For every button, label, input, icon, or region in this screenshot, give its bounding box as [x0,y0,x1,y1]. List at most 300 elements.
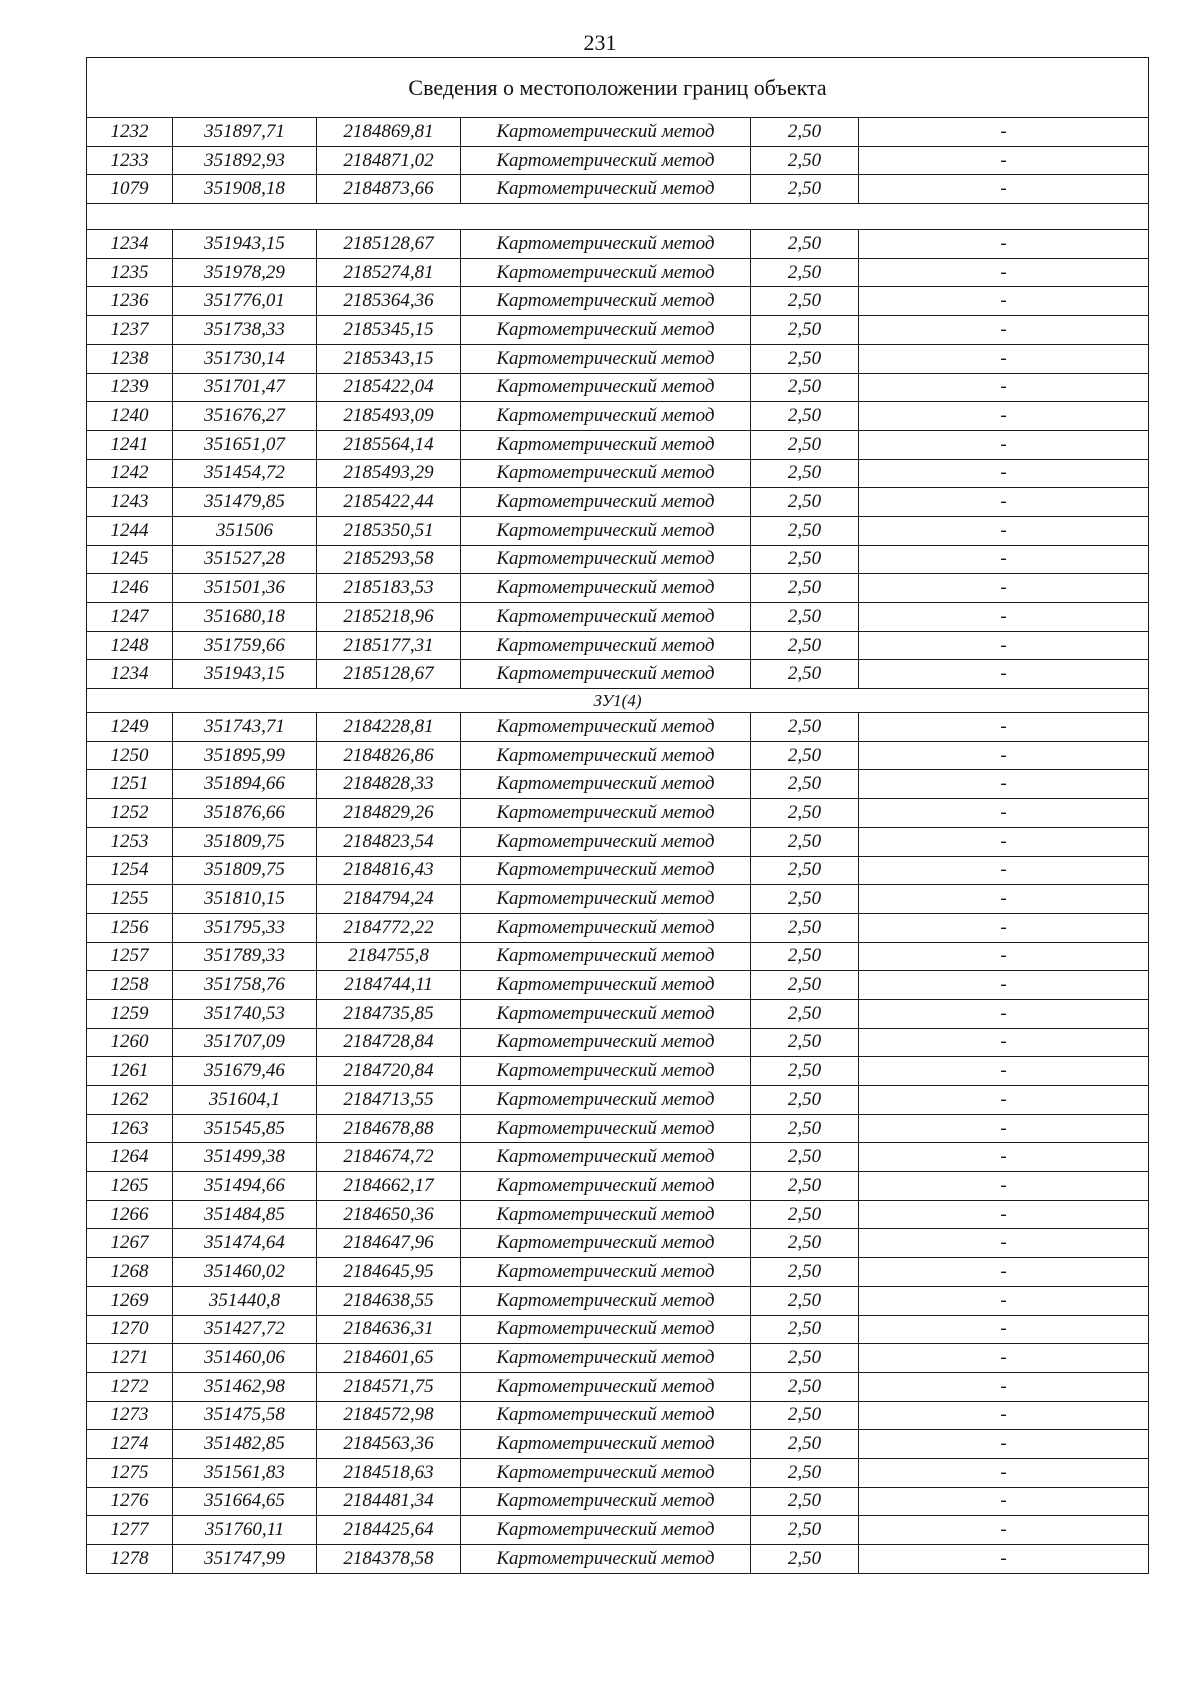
point-number-cell: 1268 [87,1258,173,1287]
table-row [87,1516,1149,1545]
description-cell: - [859,999,1149,1028]
accuracy-cell: 2,50 [751,516,859,545]
y-coordinate-cell: 2184823,54 [317,827,461,856]
y-coordinate-cell: 2184735,85 [317,999,461,1028]
x-coordinate-cell: 351604,1 [173,1086,317,1115]
accuracy-cell: 2,50 [751,827,859,856]
description-cell: - [859,1114,1149,1143]
description-cell: - [859,1286,1149,1315]
method-cell: Картометрический метод [461,1057,751,1086]
x-coordinate-cell: 351427,72 [173,1315,317,1344]
table-row [87,631,1149,660]
x-coordinate-cell: 351701,47 [173,373,317,402]
accuracy-cell: 2,50 [751,1258,859,1287]
point-number-cell: 1269 [87,1286,173,1315]
description-cell: - [859,1315,1149,1344]
accuracy-cell: 2,50 [751,942,859,971]
x-coordinate-cell: 351758,76 [173,971,317,1000]
y-coordinate-cell: 2184755,8 [317,942,461,971]
method-cell: Картометрический метод [461,1143,751,1172]
table-row [87,402,1149,431]
method-cell: Картометрический метод [461,1315,751,1344]
table-row [87,230,1149,259]
accuracy-cell: 2,50 [751,373,859,402]
accuracy-cell: 2,50 [751,574,859,603]
x-coordinate-cell: 351809,75 [173,827,317,856]
y-coordinate-cell: 2184601,65 [317,1344,461,1373]
method-cell: Картометрический метод [461,770,751,799]
x-coordinate-cell: 351440,8 [173,1286,317,1315]
description-cell: - [859,118,1149,147]
x-coordinate-cell: 351759,66 [173,631,317,660]
y-coordinate-cell: 2184518,63 [317,1458,461,1487]
section-label: ЗУ1(4) [87,689,1149,713]
method-cell: Картометрический метод [461,1086,751,1115]
x-coordinate-cell: 351943,15 [173,230,317,259]
y-coordinate-cell: 2184828,33 [317,770,461,799]
method-cell: Картометрический метод [461,1028,751,1057]
x-coordinate-cell: 351897,71 [173,118,317,147]
table-row [87,146,1149,175]
y-coordinate-cell: 2184678,88 [317,1114,461,1143]
point-number-cell: 1260 [87,1028,173,1057]
table-row [87,827,1149,856]
method-cell: Картометрический метод [461,1229,751,1258]
method-cell: Картометрический метод [461,1516,751,1545]
x-coordinate-cell: 351795,33 [173,913,317,942]
y-coordinate-cell: 2184638,55 [317,1286,461,1315]
description-cell: - [859,1516,1149,1545]
x-coordinate-cell: 351707,09 [173,1028,317,1057]
x-coordinate-cell: 351676,27 [173,402,317,431]
accuracy-cell: 2,50 [751,999,859,1028]
description-cell: - [859,631,1149,660]
table-row [87,1458,1149,1487]
x-coordinate-cell: 351651,07 [173,430,317,459]
method-cell: Картометрический метод [461,1372,751,1401]
point-number-cell: 1266 [87,1200,173,1229]
description-cell: - [859,230,1149,259]
y-coordinate-cell: 2184869,81 [317,118,461,147]
description-cell: - [859,770,1149,799]
description-cell: - [859,971,1149,1000]
table-row [87,1430,1149,1459]
x-coordinate-cell: 351740,53 [173,999,317,1028]
point-number-cell: 1242 [87,459,173,488]
method-cell: Картометрический метод [461,459,751,488]
y-coordinate-cell: 2184571,75 [317,1372,461,1401]
accuracy-cell: 2,50 [751,175,859,204]
method-cell: Картометрический метод [461,999,751,1028]
y-coordinate-cell: 2185343,15 [317,344,461,373]
section-separator-row [87,689,1149,713]
description-cell: - [859,603,1149,632]
accuracy-cell: 2,50 [751,1086,859,1115]
point-number-cell: 1240 [87,402,173,431]
y-coordinate-cell: 2185274,81 [317,258,461,287]
point-number-cell: 1275 [87,1458,173,1487]
accuracy-cell: 2,50 [751,1487,859,1516]
method-cell: Картометрический метод [461,942,751,971]
x-coordinate-cell: 351908,18 [173,175,317,204]
method-cell: Картометрический метод [461,799,751,828]
y-coordinate-cell: 2184636,31 [317,1315,461,1344]
table-row [87,1229,1149,1258]
method-cell: Картометрический метод [461,545,751,574]
accuracy-cell: 2,50 [751,741,859,770]
point-number-cell: 1238 [87,344,173,373]
description-cell: - [859,1430,1149,1459]
table-row [87,1315,1149,1344]
x-coordinate-cell: 351892,93 [173,146,317,175]
accuracy-cell: 2,50 [751,459,859,488]
point-number-cell: 1262 [87,1086,173,1115]
accuracy-cell: 2,50 [751,770,859,799]
x-coordinate-cell: 351810,15 [173,885,317,914]
x-coordinate-cell: 351809,75 [173,856,317,885]
point-number-cell: 1254 [87,856,173,885]
description-cell: - [859,1401,1149,1430]
method-cell: Картометрический метод [461,402,751,431]
y-coordinate-cell: 2185564,14 [317,430,461,459]
description-cell: - [859,1487,1149,1516]
description-cell: - [859,799,1149,828]
y-coordinate-cell: 2185493,09 [317,402,461,431]
y-coordinate-cell: 2185218,96 [317,603,461,632]
accuracy-cell: 2,50 [751,603,859,632]
accuracy-cell: 2,50 [751,1057,859,1086]
accuracy-cell: 2,50 [751,287,859,316]
point-number-cell: 1250 [87,741,173,770]
x-coordinate-cell: 351680,18 [173,603,317,632]
table-row [87,574,1149,603]
table-row [87,1057,1149,1086]
point-number-cell: 1252 [87,799,173,828]
accuracy-cell: 2,50 [751,971,859,1000]
accuracy-cell: 2,50 [751,146,859,175]
accuracy-cell: 2,50 [751,631,859,660]
table-row [87,799,1149,828]
x-coordinate-cell: 351506 [173,516,317,545]
y-coordinate-cell: 2185345,15 [317,316,461,345]
x-coordinate-cell: 351484,85 [173,1200,317,1229]
accuracy-cell: 2,50 [751,316,859,345]
accuracy-cell: 2,50 [751,1229,859,1258]
point-number-cell: 1253 [87,827,173,856]
point-number-cell: 1278 [87,1545,173,1574]
description-cell: - [859,287,1149,316]
method-cell: Картометрический метод [461,344,751,373]
page-number: 231 [583,30,617,55]
table-body [87,58,1149,1574]
x-coordinate-cell: 351460,06 [173,1344,317,1373]
table-row [87,999,1149,1028]
x-coordinate-cell: 351876,66 [173,799,317,828]
table-row [87,488,1149,517]
y-coordinate-cell: 2184873,66 [317,175,461,204]
point-number-cell: 1276 [87,1487,173,1516]
x-coordinate-cell: 351738,33 [173,316,317,345]
method-cell: Картометрический метод [461,827,751,856]
table-row [87,1545,1149,1574]
x-coordinate-cell: 351460,02 [173,1258,317,1287]
accuracy-cell: 2,50 [751,1143,859,1172]
x-coordinate-cell: 351482,85 [173,1430,317,1459]
table-row [87,516,1149,545]
y-coordinate-cell: 2184744,11 [317,971,461,1000]
x-coordinate-cell: 351747,99 [173,1545,317,1574]
accuracy-cell: 2,50 [751,118,859,147]
boundary-coordinates-table [86,57,1149,1574]
table-row [87,603,1149,632]
point-number-cell: 1236 [87,287,173,316]
description-cell: - [859,856,1149,885]
table-row [87,856,1149,885]
point-number-cell: 1233 [87,146,173,175]
x-coordinate-cell: 351679,46 [173,1057,317,1086]
point-number-cell: 1272 [87,1372,173,1401]
accuracy-cell: 2,50 [751,1430,859,1459]
y-coordinate-cell: 2184772,22 [317,913,461,942]
description-cell: - [859,459,1149,488]
table-row [87,1028,1149,1057]
point-number-cell: 1249 [87,713,173,742]
x-coordinate-cell: 351743,71 [173,713,317,742]
point-number-cell: 1234 [87,230,173,259]
x-coordinate-cell: 351943,15 [173,660,317,689]
method-cell: Картометрический метод [461,316,751,345]
table-row [87,713,1149,742]
table-row [87,971,1149,1000]
table-row [87,459,1149,488]
description-cell: - [859,1143,1149,1172]
method-cell: Картометрический метод [461,913,751,942]
method-cell: Картометрический метод [461,856,751,885]
x-coordinate-cell: 351789,33 [173,942,317,971]
y-coordinate-cell: 2185128,67 [317,660,461,689]
method-cell: Картометрический метод [461,1200,751,1229]
description-cell: - [859,344,1149,373]
y-coordinate-cell: 2184674,72 [317,1143,461,1172]
x-coordinate-cell: 351760,11 [173,1516,317,1545]
point-number-cell: 1234 [87,660,173,689]
y-coordinate-cell: 2184720,84 [317,1057,461,1086]
description-cell: - [859,373,1149,402]
x-coordinate-cell: 351730,14 [173,344,317,373]
description-cell: - [859,175,1149,204]
accuracy-cell: 2,50 [751,1458,859,1487]
point-number-cell: 1263 [87,1114,173,1143]
x-coordinate-cell: 351499,38 [173,1143,317,1172]
accuracy-cell: 2,50 [751,1028,859,1057]
description-cell: - [859,885,1149,914]
method-cell: Картометрический метод [461,230,751,259]
y-coordinate-cell: 2184563,36 [317,1430,461,1459]
method-cell: Картометрический метод [461,741,751,770]
y-coordinate-cell: 2184826,86 [317,741,461,770]
method-cell: Картометрический метод [461,488,751,517]
method-cell: Картометрический метод [461,287,751,316]
table-row [87,1344,1149,1373]
point-number-cell: 1247 [87,603,173,632]
x-coordinate-cell: 351479,85 [173,488,317,517]
table-row [87,344,1149,373]
description-cell: - [859,1372,1149,1401]
method-cell: Картометрический метод [461,574,751,603]
x-coordinate-cell: 351501,36 [173,574,317,603]
accuracy-cell: 2,50 [751,1286,859,1315]
description-cell: - [859,545,1149,574]
y-coordinate-cell: 2184645,95 [317,1258,461,1287]
point-number-cell: 1235 [87,258,173,287]
description-cell: - [859,316,1149,345]
description-cell: - [859,741,1149,770]
y-coordinate-cell: 2184728,84 [317,1028,461,1057]
y-coordinate-cell: 2185350,51 [317,516,461,545]
x-coordinate-cell: 351776,01 [173,287,317,316]
method-cell: Картометрический метод [461,1545,751,1574]
accuracy-cell: 2,50 [751,1200,859,1229]
table-row [87,1487,1149,1516]
table-row [87,545,1149,574]
description-cell: - [859,516,1149,545]
method-cell: Картометрический метод [461,603,751,632]
point-number-cell: 1258 [87,971,173,1000]
accuracy-cell: 2,50 [751,545,859,574]
point-number-cell: 1277 [87,1516,173,1545]
y-coordinate-cell: 2184662,17 [317,1172,461,1201]
x-coordinate-cell: 351454,72 [173,459,317,488]
table-row [87,1200,1149,1229]
x-coordinate-cell: 351894,66 [173,770,317,799]
y-coordinate-cell: 2184829,26 [317,799,461,828]
accuracy-cell: 2,50 [751,856,859,885]
point-number-cell: 1244 [87,516,173,545]
point-number-cell: 1241 [87,430,173,459]
accuracy-cell: 2,50 [751,1172,859,1201]
table-row [87,258,1149,287]
table-title: Сведения о местоположении границ объекта [87,58,1149,118]
method-cell: Картометрический метод [461,118,751,147]
point-number-cell: 1271 [87,1344,173,1373]
description-cell: - [859,430,1149,459]
y-coordinate-cell: 2184871,02 [317,146,461,175]
description-cell: - [859,574,1149,603]
method-cell: Картометрический метод [461,631,751,660]
accuracy-cell: 2,50 [751,430,859,459]
accuracy-cell: 2,50 [751,713,859,742]
section-label [87,204,1149,230]
x-coordinate-cell: 351561,83 [173,1458,317,1487]
y-coordinate-cell: 2184713,55 [317,1086,461,1115]
description-cell: - [859,1200,1149,1229]
table-row [87,1372,1149,1401]
point-number-cell: 1257 [87,942,173,971]
description-cell: - [859,1344,1149,1373]
point-number-cell: 1079 [87,175,173,204]
table-row [87,1086,1149,1115]
accuracy-cell: 2,50 [751,1545,859,1574]
y-coordinate-cell: 2185293,58 [317,545,461,574]
y-coordinate-cell: 2185177,31 [317,631,461,660]
table-row [87,1401,1149,1430]
method-cell: Картометрический метод [461,1258,751,1287]
accuracy-cell: 2,50 [751,1344,859,1373]
point-number-cell: 1265 [87,1172,173,1201]
method-cell: Картометрический метод [461,713,751,742]
description-cell: - [859,402,1149,431]
x-coordinate-cell: 351462,98 [173,1372,317,1401]
accuracy-cell: 2,50 [751,488,859,517]
x-coordinate-cell: 351474,64 [173,1229,317,1258]
method-cell: Картометрический метод [461,175,751,204]
accuracy-cell: 2,50 [751,230,859,259]
x-coordinate-cell: 351664,65 [173,1487,317,1516]
y-coordinate-cell: 2185183,53 [317,574,461,603]
accuracy-cell: 2,50 [751,1315,859,1344]
method-cell: Картометрический метод [461,146,751,175]
table-row [87,175,1149,204]
point-number-cell: 1255 [87,885,173,914]
table-row [87,1286,1149,1315]
section-separator-row [87,204,1149,230]
accuracy-cell: 2,50 [751,660,859,689]
method-cell: Картометрический метод [461,1172,751,1201]
point-number-cell: 1274 [87,1430,173,1459]
method-cell: Картометрический метод [461,971,751,1000]
table-row [87,287,1149,316]
description-cell: - [859,1028,1149,1057]
y-coordinate-cell: 2185422,04 [317,373,461,402]
method-cell: Картометрический метод [461,1114,751,1143]
description-cell: - [859,258,1149,287]
y-coordinate-cell: 2184647,96 [317,1229,461,1258]
method-cell: Картометрический метод [461,660,751,689]
x-coordinate-cell: 351978,29 [173,258,317,287]
table-row [87,885,1149,914]
method-cell: Картометрический метод [461,1458,751,1487]
y-coordinate-cell: 2184816,43 [317,856,461,885]
accuracy-cell: 2,50 [751,402,859,431]
point-number-cell: 1251 [87,770,173,799]
y-coordinate-cell: 2184228,81 [317,713,461,742]
point-number-cell: 1256 [87,913,173,942]
description-cell: - [859,1458,1149,1487]
y-coordinate-cell: 2185422,44 [317,488,461,517]
table-row [87,373,1149,402]
y-coordinate-cell: 2185128,67 [317,230,461,259]
table-row [87,660,1149,689]
description-cell: - [859,660,1149,689]
y-coordinate-cell: 2185493,29 [317,459,461,488]
point-number-cell: 1264 [87,1143,173,1172]
accuracy-cell: 2,50 [751,885,859,914]
description-cell: - [859,913,1149,942]
description-cell: - [859,488,1149,517]
x-coordinate-cell: 351475,58 [173,1401,317,1430]
method-cell: Картометрический метод [461,1286,751,1315]
accuracy-cell: 2,50 [751,344,859,373]
y-coordinate-cell: 2185364,36 [317,287,461,316]
method-cell: Картометрический метод [461,258,751,287]
x-coordinate-cell: 351527,28 [173,545,317,574]
table-row [87,913,1149,942]
point-number-cell: 1261 [87,1057,173,1086]
table-row [87,1143,1149,1172]
method-cell: Картометрический метод [461,373,751,402]
accuracy-cell: 2,50 [751,1372,859,1401]
point-number-cell: 1267 [87,1229,173,1258]
